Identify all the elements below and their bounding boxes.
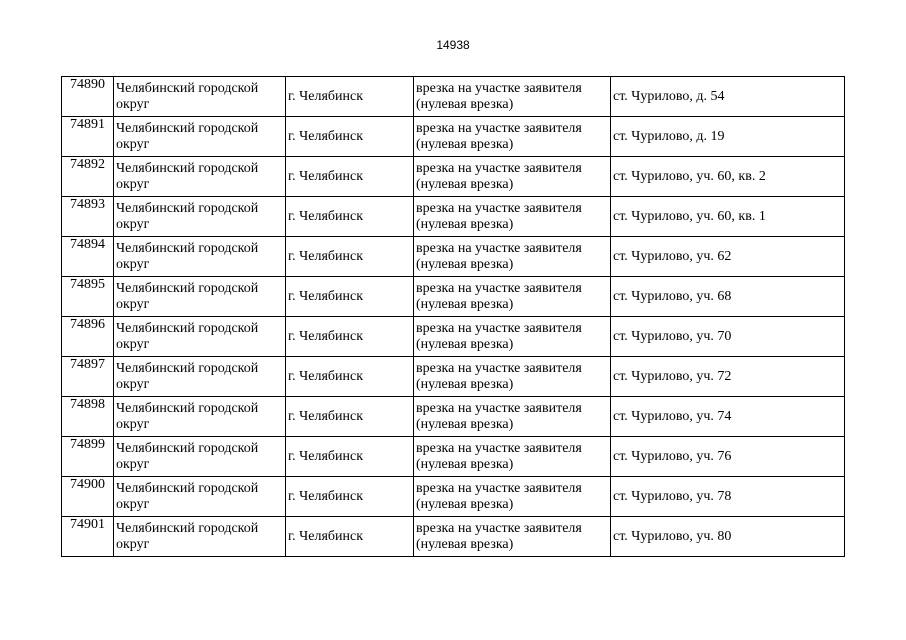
connection-type-line: (нулевая врезка) [416, 336, 514, 352]
connection-type-cell [414, 237, 611, 277]
district-cell [114, 237, 286, 277]
city-cell: г. Челябинск [286, 517, 414, 557]
address-cell: ст. Чурилово, уч. 68 [611, 277, 845, 317]
table-row [62, 237, 845, 277]
table-row [62, 197, 845, 237]
table-row [62, 277, 845, 317]
address-cell: ст. Чурилово, д. 54 [611, 77, 845, 117]
district-line: округ [116, 296, 150, 312]
district-line: Челябинский городской [116, 480, 259, 496]
connection-type-line: (нулевая врезка) [416, 296, 514, 312]
row-number: 74900 [62, 477, 114, 517]
district-line: Челябинский городской [116, 240, 259, 256]
connection-type-line: врезка на участке заявителя [416, 240, 582, 256]
district-cell [114, 77, 286, 117]
connection-type-line: врезка на участке заявителя [416, 120, 582, 136]
city-cell: г. Челябинск [286, 317, 414, 357]
connection-type-line: врезка на участке заявителя [416, 400, 582, 416]
district-cell [114, 277, 286, 317]
table-row [62, 157, 845, 197]
district-line: Челябинский городской [116, 360, 259, 376]
district-cell [114, 517, 286, 557]
address-cell: ст. Чурилово, уч. 60, кв. 2 [611, 157, 845, 197]
table-row [62, 437, 845, 477]
district-line: Челябинский городской [116, 320, 259, 336]
connection-type-line: врезка на участке заявителя [416, 200, 582, 216]
city-cell: г. Челябинск [286, 477, 414, 517]
district-line: округ [116, 456, 150, 472]
connection-type-cell [414, 357, 611, 397]
city-cell: г. Челябинск [286, 277, 414, 317]
district-cell [114, 477, 286, 517]
address-cell: ст. Чурилово, уч. 78 [611, 477, 845, 517]
connection-type-line: (нулевая врезка) [416, 496, 514, 512]
connection-type-cell [414, 477, 611, 517]
district-line: округ [116, 416, 150, 432]
table-row [62, 77, 845, 117]
address-cell: ст. Чурилово, уч. 62 [611, 237, 845, 277]
connection-type-line: (нулевая врезка) [416, 416, 514, 432]
district-line: Челябинский городской [116, 200, 259, 216]
city-cell: г. Челябинск [286, 157, 414, 197]
row-number: 74893 [62, 197, 114, 237]
connection-type-cell [414, 397, 611, 437]
district-line: Челябинский городской [116, 160, 259, 176]
connection-type-line: врезка на участке заявителя [416, 520, 582, 536]
connection-type-cell [414, 437, 611, 477]
address-cell: ст. Чурилово, уч. 70 [611, 317, 845, 357]
connection-type-cell [414, 517, 611, 557]
district-line: округ [116, 136, 150, 152]
row-number: 74897 [62, 357, 114, 397]
connection-type-line: (нулевая врезка) [416, 456, 514, 472]
row-number: 74896 [62, 317, 114, 357]
connection-type-line: (нулевая врезка) [416, 216, 514, 232]
district-cell [114, 197, 286, 237]
district-line: Челябинский городской [116, 400, 259, 416]
connection-type-line: (нулевая врезка) [416, 96, 514, 112]
district-line: Челябинский городской [116, 440, 259, 456]
connection-type-line: врезка на участке заявителя [416, 320, 582, 336]
district-line: округ [116, 336, 150, 352]
connection-type-cell [414, 197, 611, 237]
table-row [62, 317, 845, 357]
district-cell [114, 437, 286, 477]
connection-type-line: врезка на участке заявителя [416, 360, 582, 376]
row-number: 74891 [62, 117, 114, 157]
district-line: округ [116, 376, 150, 392]
table-row [62, 517, 845, 557]
registry-table [61, 76, 845, 557]
district-line: Челябинский городской [116, 80, 259, 96]
connection-type-cell [414, 277, 611, 317]
connection-type-cell [414, 77, 611, 117]
city-cell: г. Челябинск [286, 77, 414, 117]
connection-type-cell [414, 117, 611, 157]
row-number: 74890 [62, 77, 114, 117]
city-cell: г. Челябинск [286, 197, 414, 237]
district-line: Челябинский городской [116, 280, 259, 296]
district-line: Челябинский городской [116, 520, 259, 536]
connection-type-line: врезка на участке заявителя [416, 80, 582, 96]
district-cell [114, 317, 286, 357]
page-number: 14938 [436, 38, 470, 52]
address-cell: ст. Чурилово, уч. 74 [611, 397, 845, 437]
city-cell: г. Челябинск [286, 437, 414, 477]
connection-type-line: (нулевая врезка) [416, 256, 514, 272]
row-number: 74895 [62, 277, 114, 317]
district-cell [114, 357, 286, 397]
connection-type-line: (нулевая врезка) [416, 136, 514, 152]
district-line: округ [116, 256, 150, 272]
district-cell [114, 397, 286, 437]
table-row [62, 357, 845, 397]
city-cell: г. Челябинск [286, 357, 414, 397]
district-line: округ [116, 496, 150, 512]
city-cell: г. Челябинск [286, 117, 414, 157]
connection-type-line: врезка на участке заявителя [416, 280, 582, 296]
address-cell: ст. Чурилово, уч. 72 [611, 357, 845, 397]
district-cell [114, 157, 286, 197]
connection-type-line: (нулевая врезка) [416, 376, 514, 392]
district-line: округ [116, 96, 150, 112]
registry-table-body [62, 77, 845, 557]
district-line: округ [116, 176, 150, 192]
district-cell [114, 117, 286, 157]
row-number: 74892 [62, 157, 114, 197]
row-number: 74901 [62, 517, 114, 557]
row-number: 74894 [62, 237, 114, 277]
table-row [62, 477, 845, 517]
connection-type-line: врезка на участке заявителя [416, 480, 582, 496]
table-row [62, 397, 845, 437]
district-line: округ [116, 216, 150, 232]
address-cell: ст. Чурилово, уч. 76 [611, 437, 845, 477]
address-cell: ст. Чурилово, д. 19 [611, 117, 845, 157]
connection-type-cell [414, 317, 611, 357]
address-cell: ст. Чурилово, уч. 80 [611, 517, 845, 557]
connection-type-line: (нулевая врезка) [416, 536, 514, 552]
district-line: Челябинский городской [116, 120, 259, 136]
row-number: 74898 [62, 397, 114, 437]
city-cell: г. Челябинск [286, 397, 414, 437]
address-cell: ст. Чурилово, уч. 60, кв. 1 [611, 197, 845, 237]
connection-type-line: врезка на участке заявителя [416, 160, 582, 176]
connection-type-cell [414, 157, 611, 197]
row-number: 74899 [62, 437, 114, 477]
city-cell: г. Челябинск [286, 237, 414, 277]
connection-type-line: (нулевая врезка) [416, 176, 514, 192]
district-line: округ [116, 536, 150, 552]
connection-type-line: врезка на участке заявителя [416, 440, 582, 456]
table-row [62, 117, 845, 157]
